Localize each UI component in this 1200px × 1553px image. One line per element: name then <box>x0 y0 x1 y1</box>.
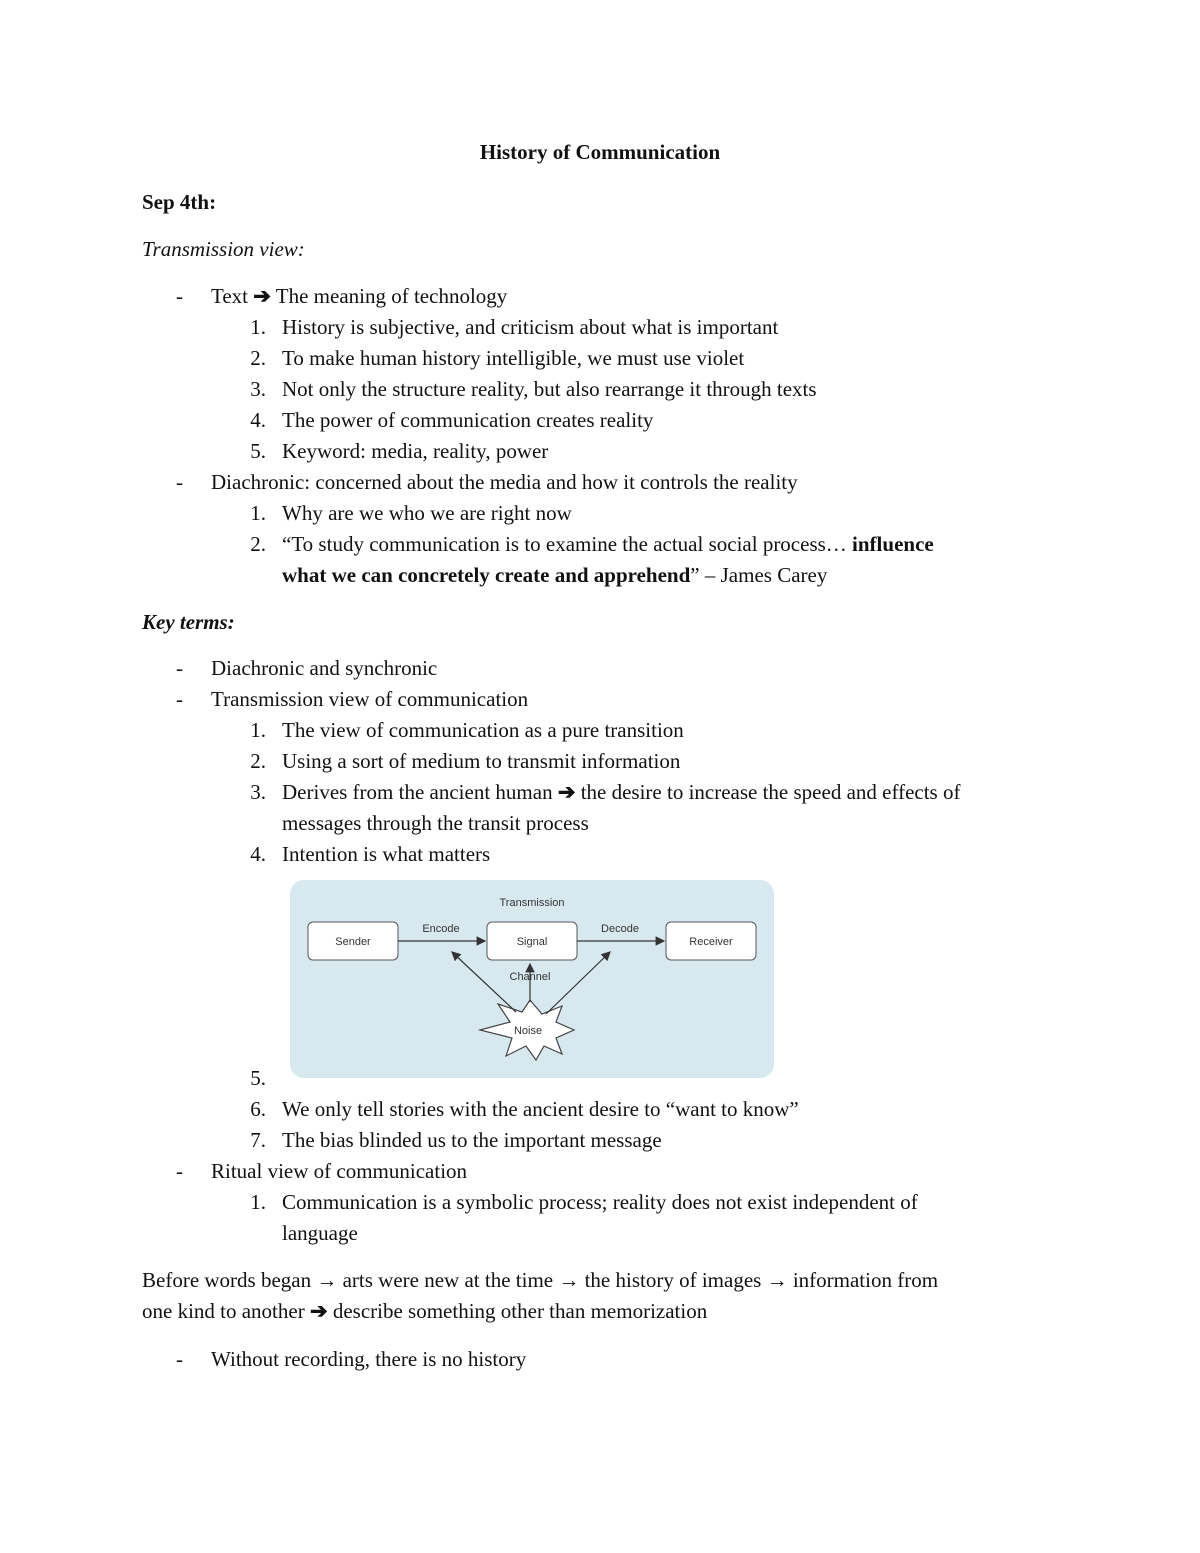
quote-line-2 <box>282 560 827 591</box>
channel-label: Channel <box>509 971 551 983</box>
list-item-diachronic: Diachronic: concerned about the media and how it controls the reality <box>211 470 798 494</box>
diagram-top-label: Transmission <box>499 897 565 909</box>
list-item: Why are we who we are right now <box>282 501 572 525</box>
quote-bold: what we can concretely create and apprehend <box>282 563 691 587</box>
list-item: Not only the structure reality, but also rearrange it through texts <box>282 377 817 401</box>
key-terms-heading: Key terms: <box>142 610 235 634</box>
quote-attribution: ” – James Carey <box>690 563 828 587</box>
list-item: To make human history intelligible, we must use violet <box>282 346 745 370</box>
bullet-dash: - <box>176 687 183 711</box>
quote-text: “To study communication is to examine the actual social process… <box>282 532 847 556</box>
arrow-icon: ➔ <box>309 1299 328 1323</box>
list-item-text <box>211 281 507 312</box>
bullet-dash: - <box>176 470 183 494</box>
list-item: History is subjective, and criticism about what is important <box>282 315 779 339</box>
list-number: 7. <box>250 1128 266 1152</box>
list-item-ritual: Ritual view of communication <box>211 1159 468 1183</box>
list-item: Without recording, there is no history <box>211 1347 527 1371</box>
list-number: 5. <box>250 439 266 463</box>
page-title: History of Communication <box>479 140 721 164</box>
arrow-icon: ➔ <box>253 284 271 308</box>
text-meaning: The meaning of technology <box>275 284 508 308</box>
list-number: 2. <box>250 346 266 370</box>
list-number: 4. <box>250 408 266 432</box>
list-item-continued: language <box>282 1221 358 1245</box>
paragraph-line-2 <box>142 1296 707 1327</box>
sender-label: Sender <box>335 936 371 948</box>
list-item: The bias blinded us to the important message <box>282 1128 662 1152</box>
derives-text: the desire to increase the speed and effects of <box>580 780 961 804</box>
list-number: 6. <box>250 1097 266 1121</box>
list-number: 1. <box>250 718 266 742</box>
signal-label: Signal <box>516 936 548 948</box>
list-number: 4. <box>250 842 266 866</box>
bullet-dash: - <box>176 1347 183 1371</box>
decode-label: Decode <box>601 923 639 935</box>
bullet-dash: - <box>176 284 183 308</box>
list-number: 1. <box>250 501 266 525</box>
arrow-icon: ➔ <box>557 780 576 804</box>
paragraph-text: one kind to another <box>142 1299 305 1323</box>
list-number: 2. <box>250 532 266 556</box>
list-item: Intention is what matters <box>282 842 491 866</box>
text-label: Text <box>211 284 249 308</box>
quote-bold: influence <box>852 532 934 556</box>
list-item: Transmission view of communication <box>211 687 529 711</box>
list-item-derives <box>282 777 960 808</box>
list-number: 1. <box>250 1190 266 1214</box>
list-item: The power of communication creates reality <box>282 408 654 432</box>
receiver-label: Receiver <box>689 936 733 948</box>
list-item: Keyword: media, reality, power <box>282 439 549 463</box>
quote-line-1 <box>282 529 934 560</box>
list-item: Communication is a symbolic process; reality does not exist independent of <box>282 1190 918 1214</box>
bullet-dash: - <box>176 1159 183 1183</box>
list-item: We only tell stories with the ancient desire to “want to know” <box>282 1097 799 1121</box>
bullet-dash: - <box>176 656 183 680</box>
list-number: 3. <box>250 780 266 804</box>
encode-label: Encode <box>422 923 460 935</box>
paragraph-line-1: Before words began → arts were new at the time → the history of images → information from <box>142 1268 939 1292</box>
list-item: The view of communication as a pure transition <box>282 718 684 742</box>
list-item-continued: messages through the transit process <box>282 811 589 835</box>
derives-text: Derives from the ancient human <box>282 780 553 804</box>
list-number: 2. <box>250 749 266 773</box>
list-number: 3. <box>250 377 266 401</box>
noise-label: Noise <box>513 1025 543 1037</box>
list-item: Using a sort of medium to transmit information <box>282 749 681 773</box>
paragraph-text: describe something other than memorization <box>332 1299 708 1323</box>
list-number: 1. <box>250 315 266 339</box>
date-heading: Sep 4th: <box>142 190 217 214</box>
list-number: 5. <box>250 1066 266 1090</box>
list-item: Diachronic and synchronic <box>211 656 438 680</box>
transmission-heading: Transmission view: <box>142 237 305 261</box>
transmission-diagram <box>290 880 774 1078</box>
